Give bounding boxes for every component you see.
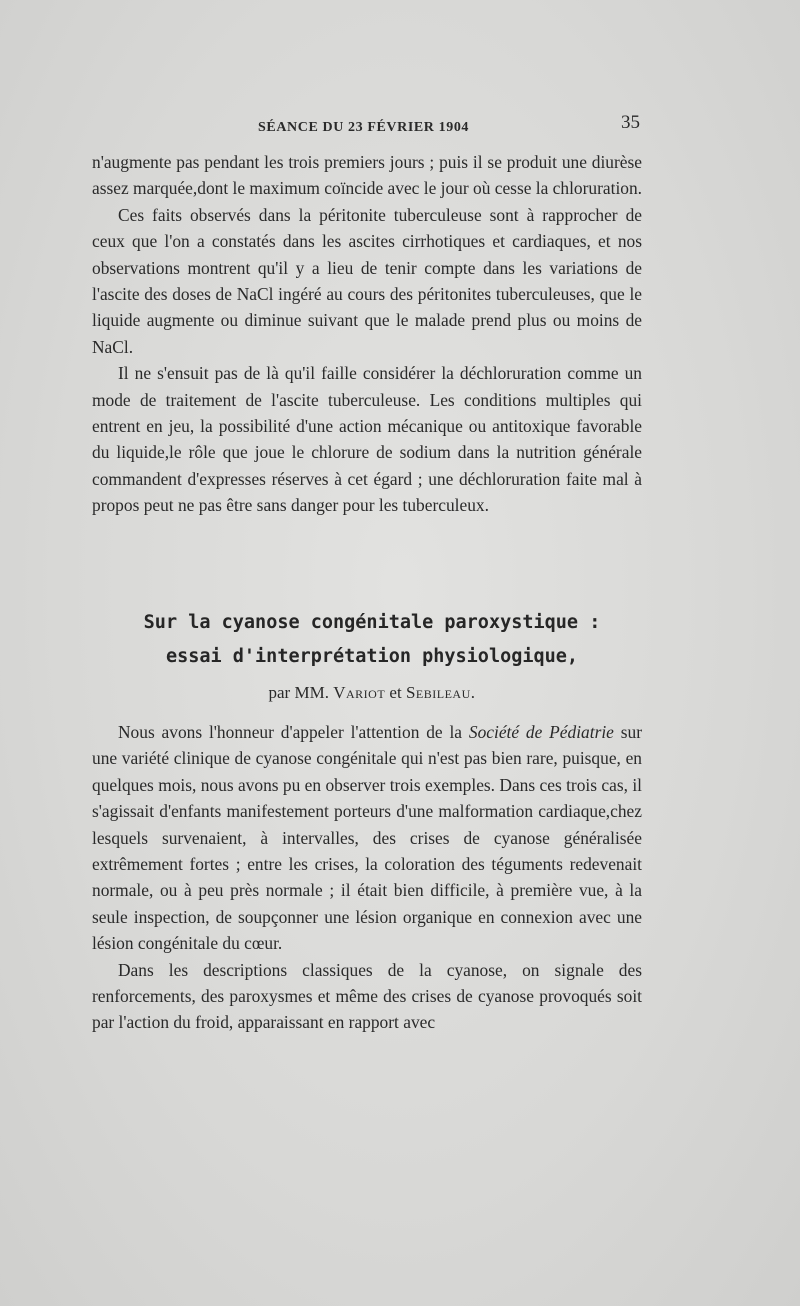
running-title: SÉANCE DU 23 FÉVRIER 1904 [258, 120, 470, 135]
article-title-line-2: essai d'interprétation physiologique, [165, 646, 579, 667]
article-text [92, 719, 642, 1036]
authors-prefix: par MM. [268, 683, 329, 702]
article-title-line-1: Sur la cyanose congénitale paroxystique : [143, 612, 601, 633]
paragraph: Il ne s'ensuit pas de là qu'il faille considérer la déchloruration comme un mode de traitement de l'ascite tuberculeuse. Les conditions multiples qui entrent en jeu, la possibilité d'une action mécanique ou antitoxique favorable du liquide,le rôle que joue le chlorure de sodium dans la nutrition générale commandent d'expresses réserves à cet égard ; une déchloruration faite mal à propos peut ne pas être sans danger pour les tuberculeux. [92, 363, 642, 516]
previous-article-text [92, 149, 642, 519]
society-name: Société de Pédiatrie [468, 722, 614, 742]
paragraph-continued: n'augmente pas pendant les trois premiers jours ; puis il se produit une diurèse assez marquée,dont le maximum coïncide avec le jour où cesse la chloruration. [92, 152, 643, 199]
author-name: Sebileau. [405, 683, 476, 702]
article-authors [92, 683, 652, 703]
paragraph [92, 719, 642, 957]
paragraph-text: sur une variété clinique de cyanose congénitale qui n'est pas bien rare, puisque, en quelques mois, nous avons pu en observer trois exemples. Dans ces trois cas, il s'agissait d'enfants manifestement porteurs d'une malformation cardiaque,chez lesquels survenaient, à intervalles, des crises de cyanose généralisée extrêmement fortes ; entre les crises, la coloration des téguments redevenait normale, ou à peu près normale ; il était bien difficile, à première vue, à la seule inspection, de soupçonner une lésion organique en connexion avec une lésion congénitale du cœur. [92, 722, 642, 954]
paragraph: Dans les descriptions classiques de la cyanose, on signale des renforcements, des paroxysmes et même des crises de cyanose provoqués soit par l'action du froid, apparaissant en rapport avec [92, 959, 642, 1033]
paragraph: Ces faits observés dans la péritonite tuberculeuse sont à rapprocher de ceux que l'on a constatés dans les ascites cirrhotiques et cardiaques, et nos observations montrent qu'il y a lieu de tenir compte dans les variations de l'ascite des doses de NaCl ingéré au cours des péritonites tuberculeuses, que le liquide augmente ou diminue suivant que le malade prend plus ou moins de NaCl. [92, 204, 642, 357]
page-header [92, 112, 652, 142]
author-name: Variot [333, 683, 386, 702]
page-number: 35 [621, 112, 640, 133]
authors-conjunction: et [389, 683, 402, 702]
paragraph-text: Nous avons l'honneur d'appeler l'attention de la [118, 722, 469, 742]
